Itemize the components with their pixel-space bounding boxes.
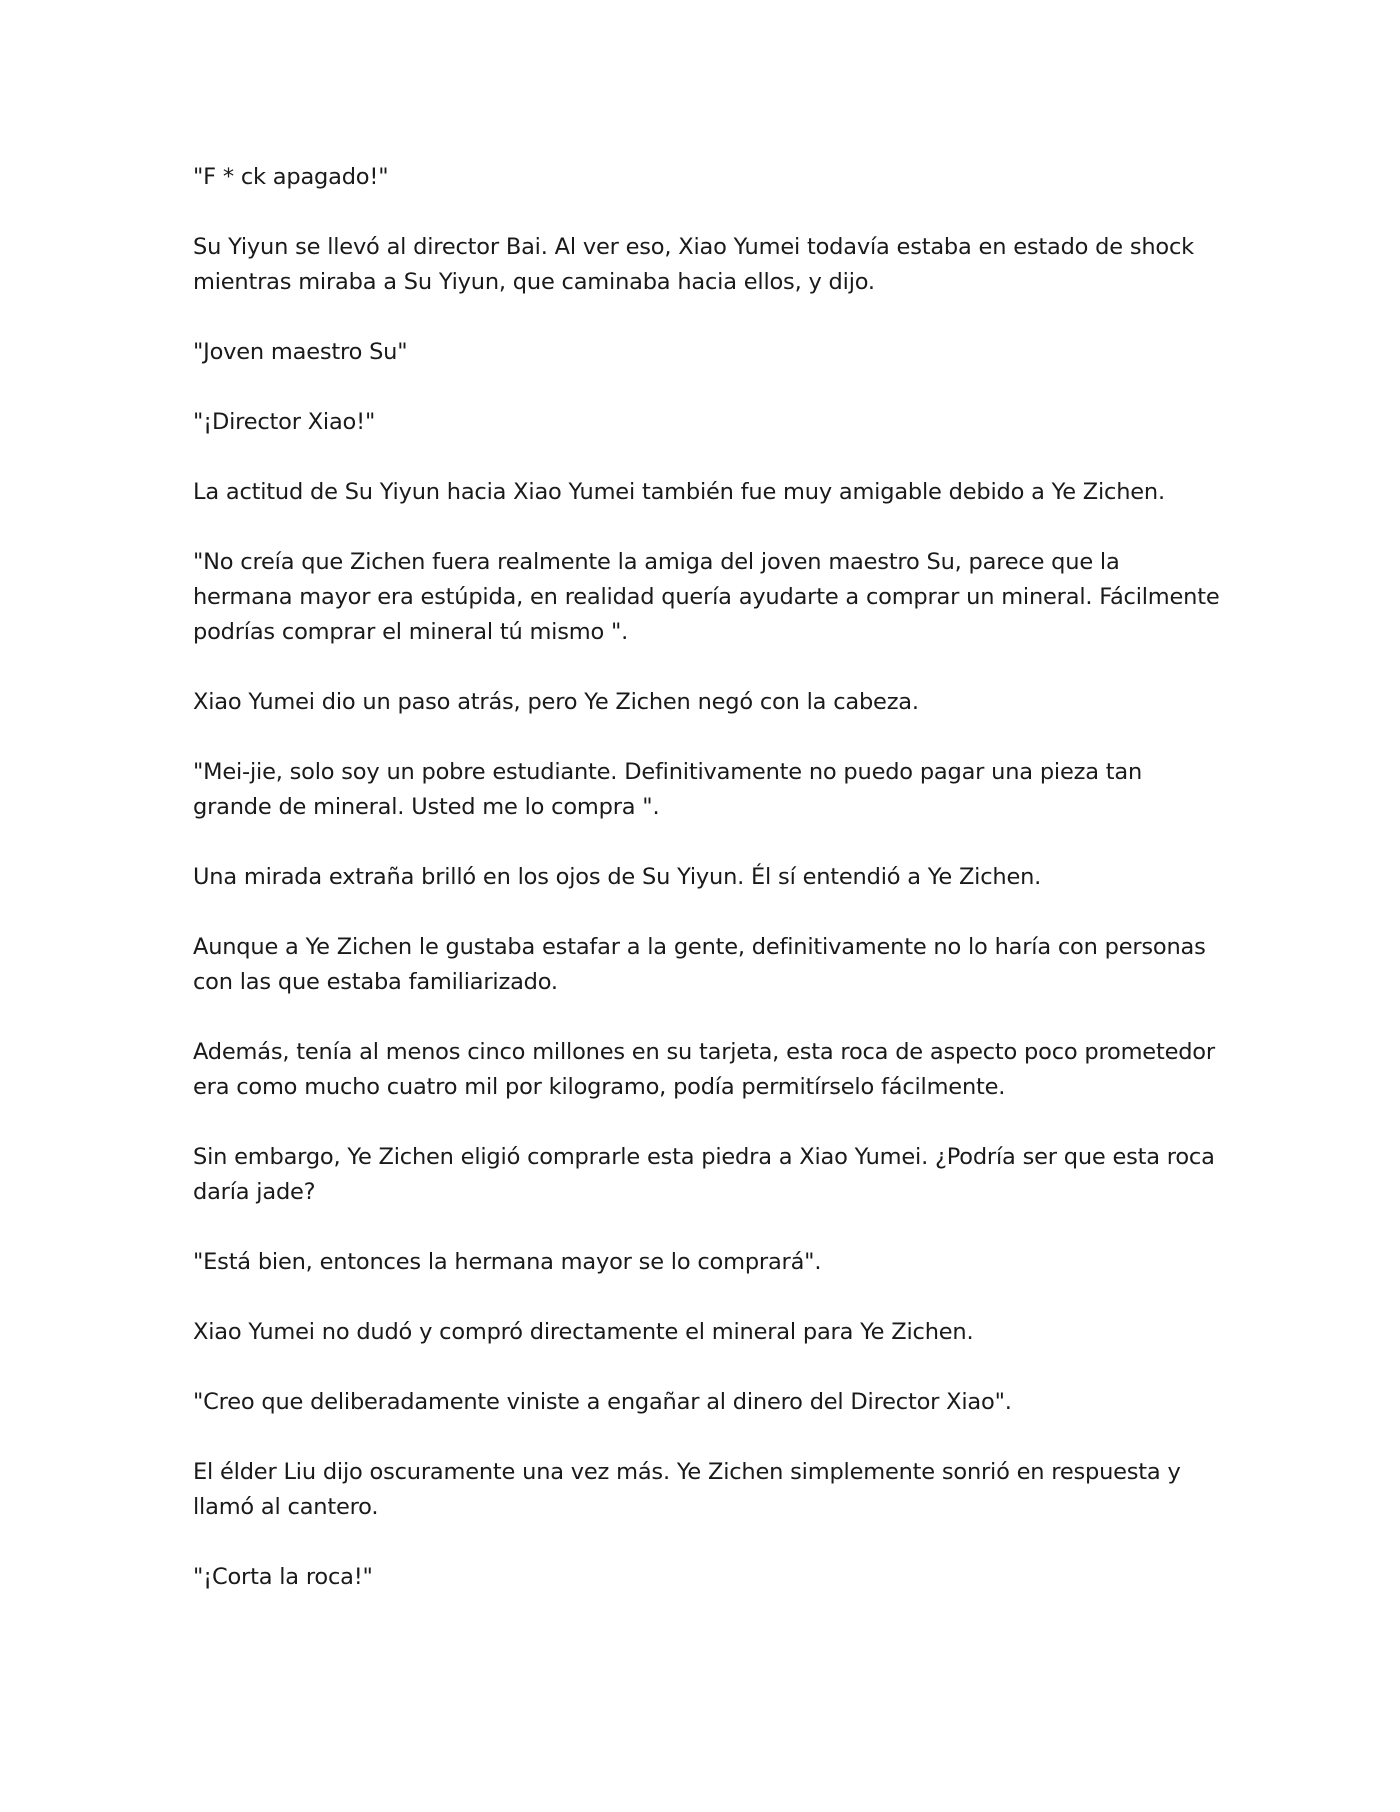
paragraph: El élder Liu dijo oscuramente una vez más. Ye Zichen simplemente sonrió en respuesta y llamó al cantero.: [193, 1459, 1181, 1520]
paragraph: Aunque a Ye Zichen le gustaba estafar a la gente, definitivamente no lo haría con personas con las que estaba familiarizado.: [193, 934, 1206, 995]
paragraph: Xiao Yumei dio un paso atrás, pero Ye Zichen negó con la cabeza.: [193, 689, 919, 715]
paragraph: Su Yiyun se llevó al director Bai. Al ver eso, Xiao Yumei todavía estaba en estado de shock mientras miraba a Su Yiyun, que caminaba hacia ellos, y dijo.: [193, 234, 1195, 295]
document-body: [193, 160, 1223, 1630]
paragraph: La actitud de Su Yiyun hacia Xiao Yumei también fue muy amigable debido a Ye Zichen.: [193, 479, 1165, 505]
paragraph: Una mirada extraña brilló en los ojos de Su Yiyun. Él sí entendió a Ye Zichen.: [193, 864, 1042, 890]
paragraph: "Mei-jie, solo soy un pobre estudiante. Definitivamente no puedo pagar una pieza tan grande de mineral. Usted me lo compra ".: [193, 759, 1143, 820]
paragraph: Xiao Yumei no dudó y compró directamente el mineral para Ye Zichen.: [193, 1319, 974, 1345]
paragraph: "Creo que deliberadamente viniste a engañar al dinero del Director Xiao".: [193, 1389, 1012, 1415]
paragraph: "No creía que Zichen fuera realmente la amiga del joven maestro Su, parece que la hermana mayor era estúpida, en realidad quería ayudarte a comprar un mineral. Fácilmente podrías comprar el mineral tú mismo ".: [193, 549, 1220, 645]
paragraph: "Joven maestro Su": [193, 339, 408, 365]
paragraph: Sin embargo, Ye Zichen eligió comprarle esta piedra a Xiao Yumei. ¿Podría ser que esta roca daría jade?: [193, 1144, 1215, 1205]
paragraph: Además, tenía al menos cinco millones en su tarjeta, esta roca de aspecto poco prometedor era como mucho cuatro mil por kilogramo, podía permitírselo fácilmente.: [193, 1039, 1215, 1100]
paragraph: "F * ck apagado!": [193, 164, 389, 190]
paragraph: "Está bien, entonces la hermana mayor se lo comprará".: [193, 1249, 822, 1275]
paragraph: "¡Corta la roca!": [193, 1564, 373, 1590]
paragraph: "¡Director Xiao!": [193, 409, 376, 435]
